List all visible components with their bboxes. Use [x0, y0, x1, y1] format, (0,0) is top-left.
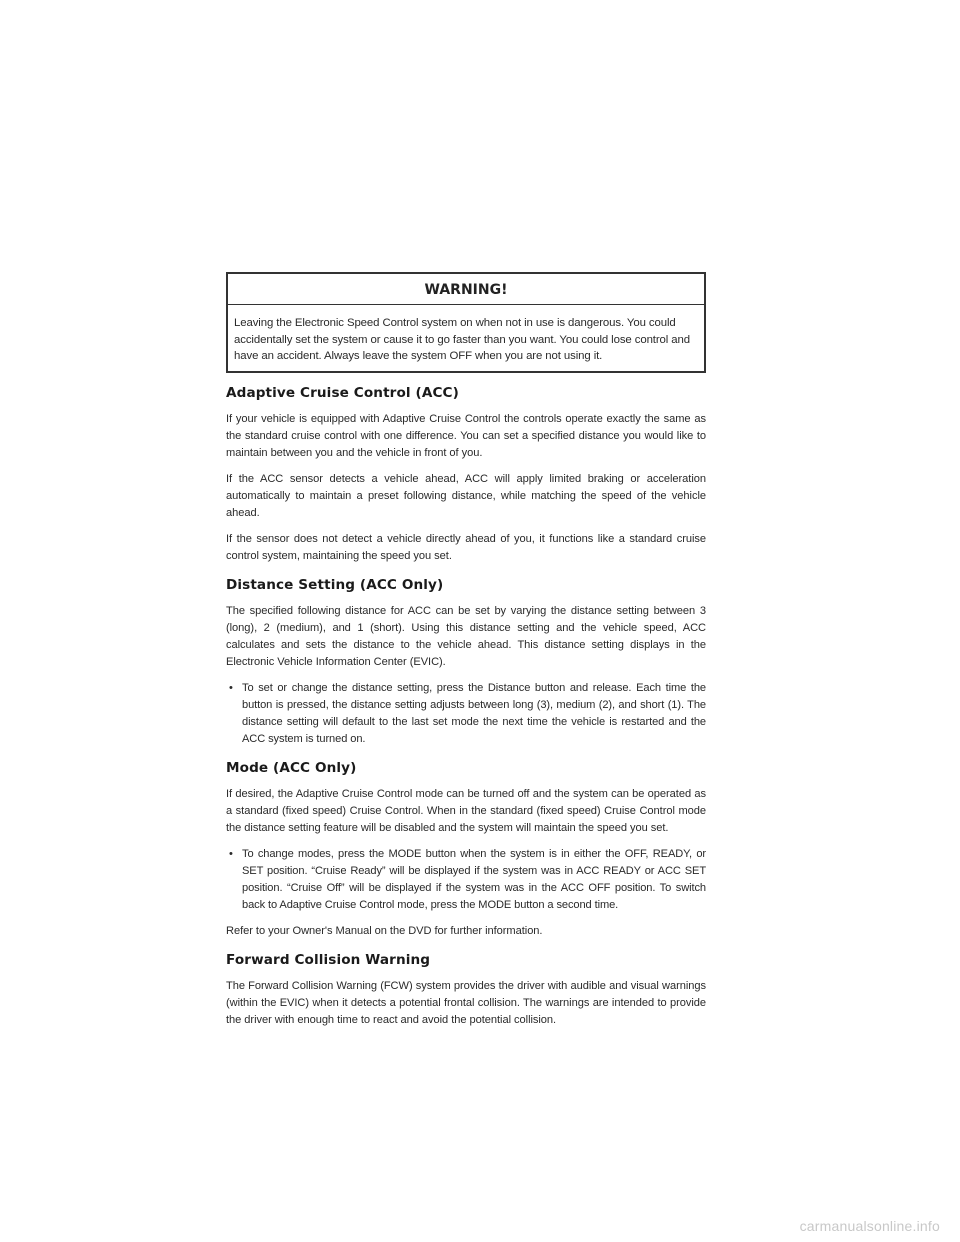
mode-paragraph-2: Refer to your Owner's Manual on the DVD for further information. — [226, 924, 543, 937]
fcw-paragraph-1: The Forward Collision Warning (FCW) system provides the driver with audible and visual warnings (within the EVIC) when it detects a potential frontal collision. The warnings are intended to provide the driver with enough time to react and avoid the potential collision. — [226, 979, 706, 1026]
mode-paragraph-1: If desired, the Adaptive Cruise Control mode can be turned off and the system can be operated as a standard (fixed speed) Cruise Control. When in the standard (fixed speed) Cruise Control mode the distance setting feature will be disabled and the system will maintain the speed you set. — [226, 787, 706, 834]
heading-forward-collision-warning: Forward Collision Warning — [226, 951, 431, 968]
mode-bullet-text: To change modes, press the MODE button when the system is in either the OFF, READY, or SET position. “Cruise Ready” will be displayed if the system was in ACC READY or ACC SET position. “Cruise Off” will be displayed if the system was in the ACC OFF position. To switch back to Adaptive Cruise Control mode, press the MODE button a second time. — [242, 847, 706, 911]
mode-bullet-item — [226, 846, 706, 914]
distance-paragraph-1: The specified following distance for ACC can be set by varying the distance setting between 3 (long), 2 (medium), and 1 (short). Using this distance setting and the vehicle speed, ACC calculates and sets the distance to the vehicle ahead. This distance setting displays in the Electronic Vehicle Information Center (EVIC). — [226, 604, 706, 668]
watermark-text: carmanualsonline.info — [799, 1218, 940, 1234]
heading-distance-setting: Distance Setting (ACC Only) — [226, 576, 444, 593]
heading-adaptive-cruise-control: Adaptive Cruise Control (ACC) — [226, 384, 459, 401]
acc-paragraph-2: If the ACC sensor detects a vehicle ahead, ACC will apply limited braking or acceleration automatically to maintain a preset following distance, while matching the speed of the vehicle ahead. — [226, 472, 706, 519]
warning-text: Leaving the Electronic Speed Control system on when not in use is dangerous. You could accidentally set the system or cause it to go faster than you want. You could lose control and have an accident. Always leave the system OFF when you are not using it. — [234, 317, 690, 362]
bullet-icon: • — [229, 681, 233, 694]
acc-paragraph-3: If the sensor does not detect a vehicle directly ahead of you, it functions like a standard cruise control system, maintaining the speed you set. — [226, 532, 706, 562]
warning-box — [226, 272, 706, 373]
distance-bullet-item — [226, 680, 706, 748]
acc-paragraph-1: If your vehicle is equipped with Adaptive Cruise Control the controls operate exactly the same as the standard cruise control with one difference. You can set a specified distance you would like to maintain between you and the vehicle in front of you. — [226, 412, 706, 459]
bullet-icon: • — [229, 847, 233, 860]
warning-title: WARNING! — [228, 274, 704, 305]
heading-mode: Mode (ACC Only) — [226, 759, 357, 776]
distance-bullet-text: To set or change the distance setting, press the Distance button and release. Each time the button is pressed, the distance setting adjusts between long (3), medium (2), and short (1). The distance setting will default to the last set mode the next time the vehicle is restarted and the ACC system is turned on. — [242, 681, 706, 745]
page-content — [226, 272, 706, 1038]
